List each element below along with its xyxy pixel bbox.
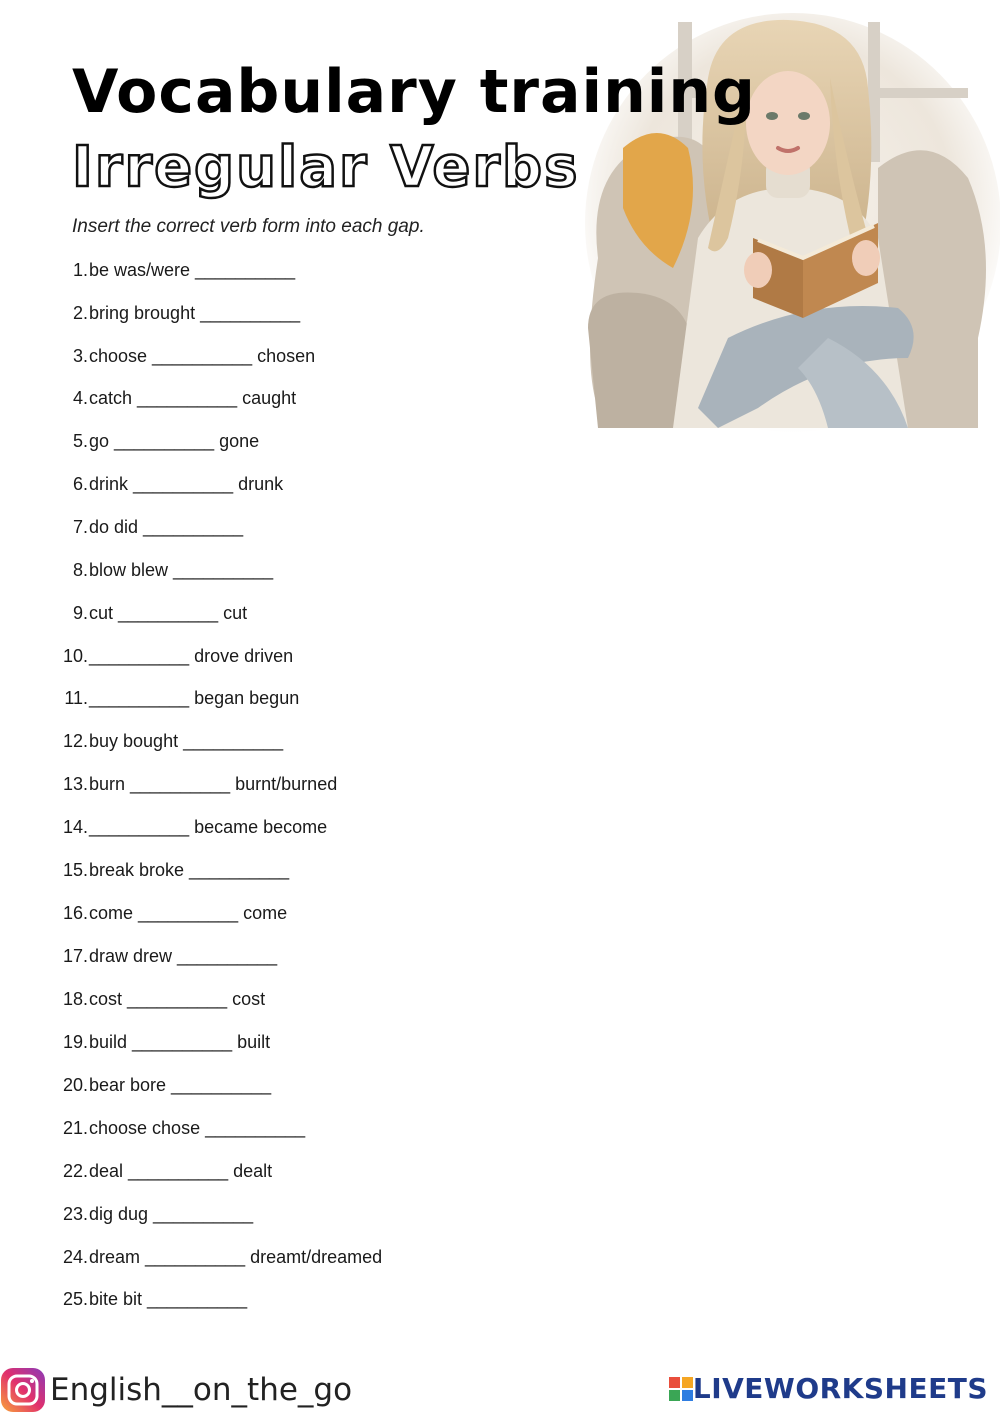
item-number: 16. <box>62 903 88 923</box>
item-number: 6. <box>72 474 88 494</box>
item-text[interactable]: buy bought __________ <box>89 731 284 751</box>
item-number: 18. <box>62 989 88 1009</box>
item-number: 13. <box>62 774 88 794</box>
item-text[interactable]: dream __________ dreamt/dreamed <box>89 1247 383 1267</box>
list-item <box>0 726 560 756</box>
list-item <box>0 1027 560 1057</box>
instagram-icon <box>0 1367 46 1413</box>
item-text[interactable]: cost __________ cost <box>89 989 266 1009</box>
list-item <box>0 1242 560 1272</box>
list-item <box>0 683 560 713</box>
item-number: 2. <box>72 303 88 323</box>
list-item <box>0 512 560 542</box>
item-number: 9. <box>72 603 88 623</box>
list-item <box>0 641 560 671</box>
item-number: 11. <box>64 688 88 708</box>
item-number: 12. <box>62 731 88 751</box>
item-number: 17. <box>62 946 88 966</box>
item-text[interactable]: drink __________ drunk <box>89 474 284 494</box>
instagram-handle: English__on_the_go <box>50 1372 353 1408</box>
instruction-text: Insert the correct verb form into each gap. <box>72 216 425 237</box>
item-text[interactable]: be was/were __________ <box>89 260 296 280</box>
list-item <box>0 341 560 371</box>
worksheet-subtitle: Irregular Verbs <box>72 135 580 200</box>
list-item <box>0 555 560 585</box>
item-text[interactable]: catch __________ caught <box>89 388 297 408</box>
list-item <box>0 941 560 971</box>
list-item <box>0 984 560 1014</box>
item-number: 19. <box>62 1032 88 1052</box>
list-item <box>0 1113 560 1143</box>
item-number: 4. <box>72 388 88 408</box>
list-item <box>0 812 560 842</box>
item-number: 24. <box>62 1247 88 1267</box>
item-text[interactable]: bring brought __________ <box>89 303 301 323</box>
item-text[interactable]: choose chose __________ <box>89 1118 306 1138</box>
list-item <box>0 598 560 628</box>
worksheet-title: Vocabulary training <box>72 57 757 127</box>
item-text[interactable]: choose __________ chosen <box>89 346 316 366</box>
item-number: 10. <box>62 646 88 666</box>
list-item <box>0 298 560 328</box>
item-number: 21. <box>62 1118 88 1138</box>
item-text[interactable]: __________ began begun <box>89 688 300 708</box>
list-item <box>0 898 560 928</box>
brand-name: LIVEWORKSHEETS <box>692 1372 988 1405</box>
item-number: 15. <box>62 860 88 880</box>
list-item <box>0 1070 560 1100</box>
list-item <box>0 383 560 413</box>
list-item <box>0 1156 560 1186</box>
item-text[interactable]: __________ became become <box>89 817 328 837</box>
item-text[interactable]: do did __________ <box>89 517 244 537</box>
item-text[interactable]: come __________ come <box>89 903 288 923</box>
item-text[interactable]: __________ drove driven <box>89 646 294 666</box>
item-text[interactable]: blow blew __________ <box>89 560 274 580</box>
list-item <box>0 1284 560 1314</box>
item-number: 25. <box>62 1289 88 1309</box>
item-number: 1. <box>72 260 88 280</box>
item-number: 8. <box>72 560 88 580</box>
item-text[interactable]: deal __________ dealt <box>89 1161 273 1181</box>
list-item <box>0 769 560 799</box>
item-number: 22. <box>62 1161 88 1181</box>
item-number: 20. <box>62 1075 88 1095</box>
list-item <box>0 469 560 499</box>
list-item <box>0 855 560 885</box>
item-text[interactable]: bear bore __________ <box>89 1075 272 1095</box>
liveworksheets-logo-icon <box>669 1377 693 1401</box>
item-number: 5. <box>72 431 88 451</box>
item-text[interactable]: burn __________ burnt/burned <box>89 774 338 794</box>
item-text[interactable]: build __________ built <box>89 1032 271 1052</box>
item-text[interactable]: dig dug __________ <box>89 1204 254 1224</box>
item-text[interactable]: bite bit __________ <box>89 1289 248 1309</box>
item-text[interactable]: go __________ gone <box>89 431 260 451</box>
liveworksheets-brand[interactable] <box>669 1372 988 1405</box>
list-item <box>0 255 560 285</box>
list-item <box>0 426 560 456</box>
item-text[interactable]: cut __________ cut <box>89 603 248 623</box>
instagram-credit[interactable] <box>0 1366 352 1414</box>
list-item <box>0 1199 560 1229</box>
item-number: 3. <box>72 346 88 366</box>
item-number: 14. <box>62 817 88 837</box>
item-text[interactable]: draw drew __________ <box>89 946 278 966</box>
item-number: 23. <box>62 1204 88 1224</box>
item-number: 7. <box>72 517 88 537</box>
item-text[interactable]: break broke __________ <box>89 860 290 880</box>
